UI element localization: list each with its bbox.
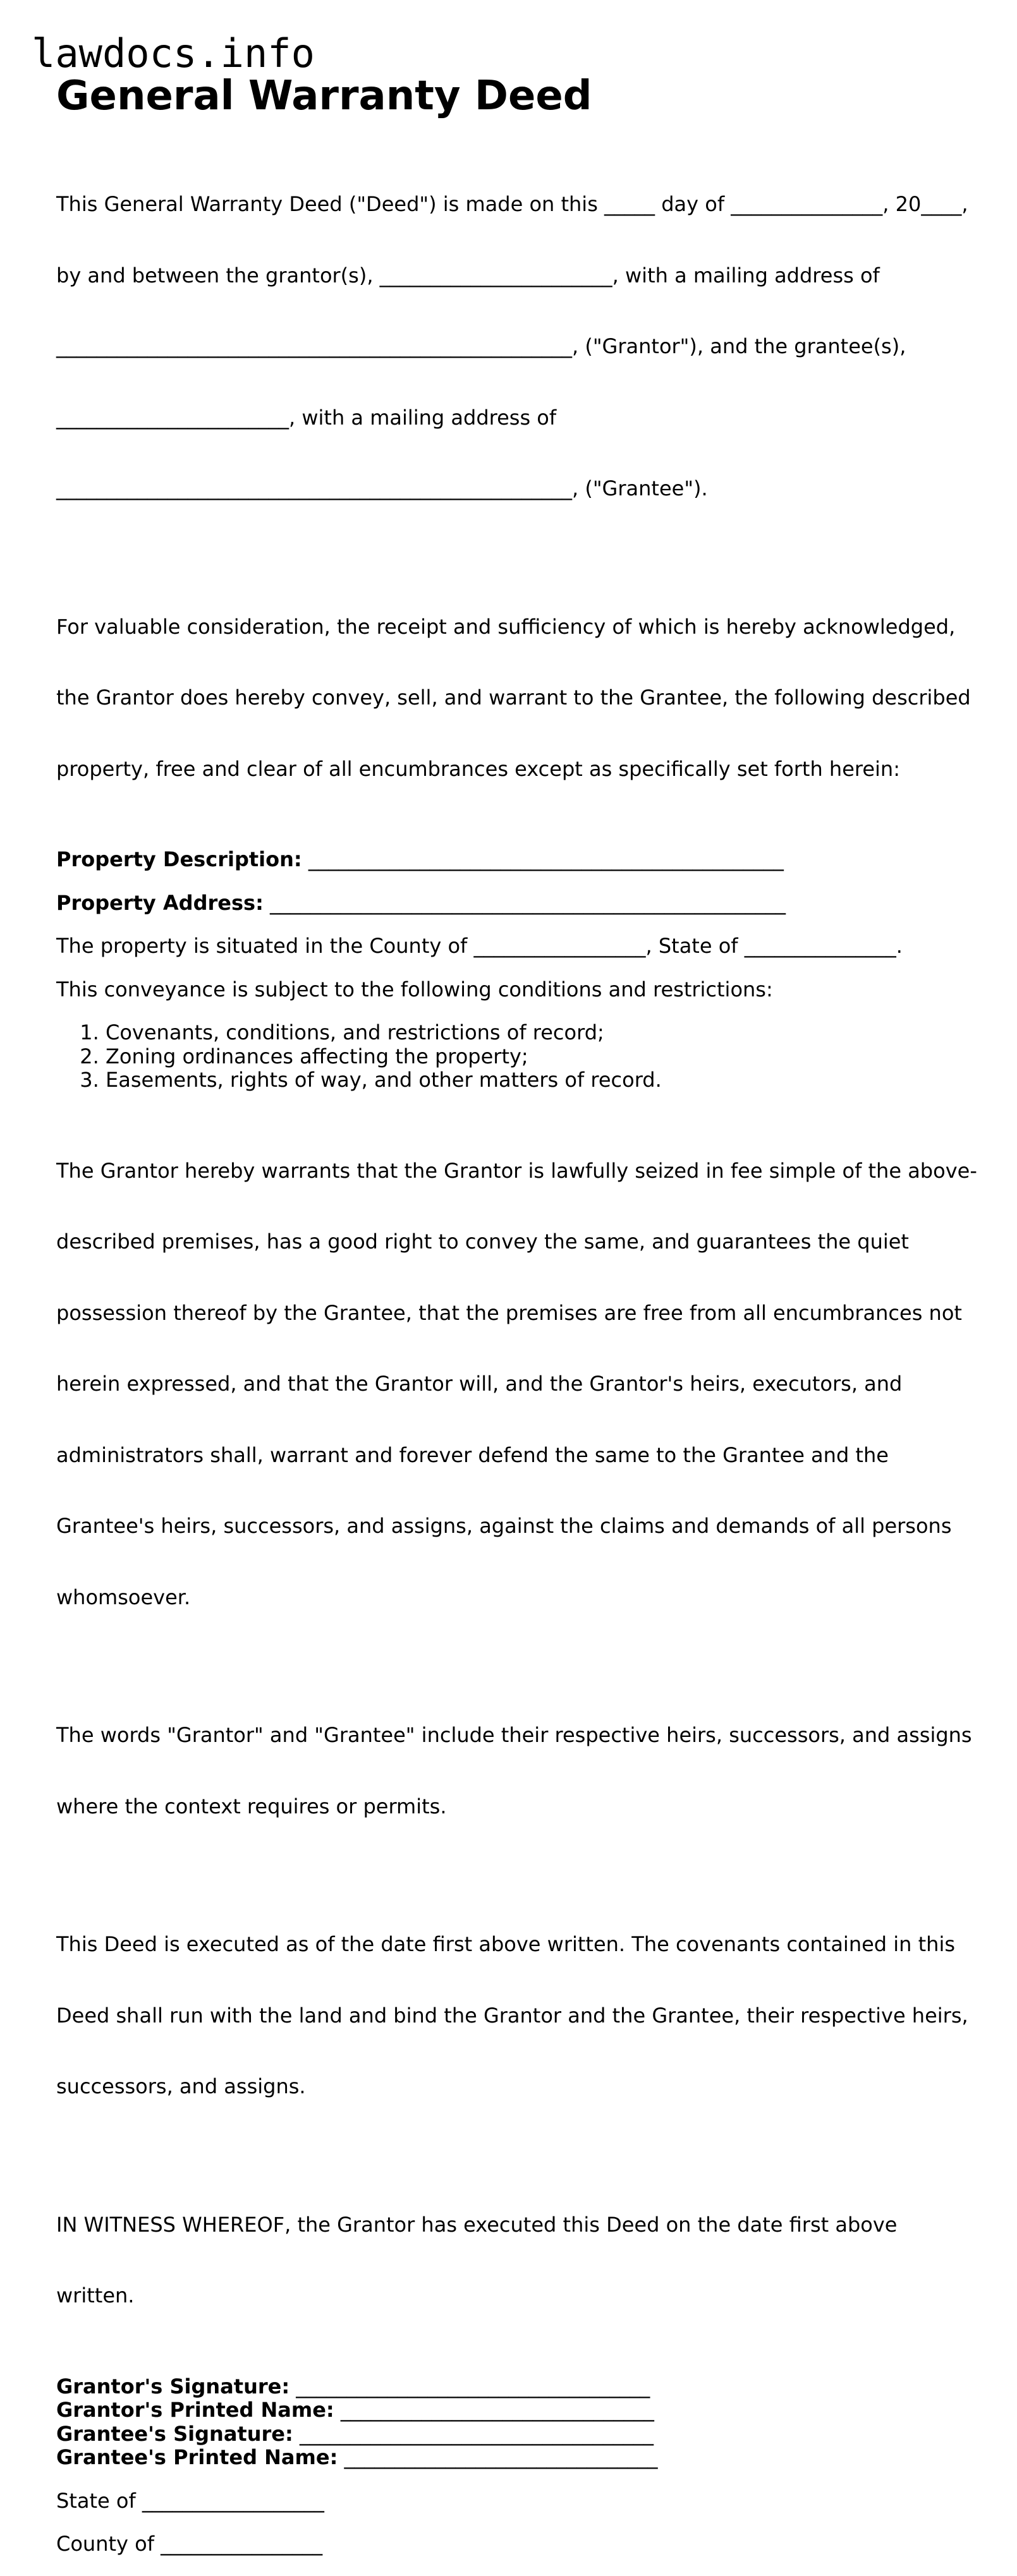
warranty-line: herein expressed, and that the Grantor will, and the Grantor's heirs, executors, and bbox=[56, 1372, 903, 1396]
property-description-field bbox=[56, 848, 966, 872]
property-address-label: Property Address: bbox=[56, 890, 264, 915]
warranty-line: Grantee's heirs, successors, and assigns, against the claims and demands of all persons bbox=[56, 1514, 952, 1538]
intro-paragraph bbox=[56, 145, 966, 548]
grantor-printed-name-label: Grantor's Printed Name: bbox=[56, 2398, 334, 2422]
condition-item: 3. Easements, rights of way, and other matters of record. bbox=[106, 1068, 966, 1092]
warranty-line: described premises, has a good right to convey the same, and guarantees the quiet bbox=[56, 1230, 909, 1254]
document-title: General Warranty Deed bbox=[56, 73, 592, 119]
executed-line: successors, and assigns. bbox=[56, 2074, 306, 2098]
intro-line: This General Warranty Deed ("Deed") is made on this _____ day of _______________, 20____, bbox=[56, 192, 968, 216]
consideration-line: the Grantor does hereby convey, sell, and warrant to the Grantee, the following described bbox=[56, 686, 971, 710]
intro-line: by and between the grantor(s), _______________________, with a mailing address of bbox=[56, 263, 880, 287]
grantor-signature-field bbox=[56, 2375, 966, 2399]
grantee-printed-name-label: Grantee's Printed Name: bbox=[56, 2445, 338, 2469]
deed-document bbox=[56, 71, 977, 2576]
words-paragraph bbox=[56, 1676, 972, 1866]
executed-paragraph bbox=[56, 1885, 966, 2146]
witness-line: written. bbox=[56, 2283, 135, 2307]
property-description-blank[interactable]: _______________________________________________ bbox=[308, 847, 784, 871]
warranty-paragraph bbox=[56, 1112, 977, 1657]
warranty-line: administrators shall, warrant and forever defend the same to the Grantee and the bbox=[56, 1442, 889, 1467]
executed-line: Deed shall run with the land and bind the Grantor and the Grantee, their respective heirs, bbox=[56, 2003, 968, 2028]
words-line: The words "Grantor" and "Grantee" include their respective heirs, successors, and assigns bbox=[56, 1723, 972, 1747]
grantor-printed-name-field bbox=[56, 2398, 966, 2422]
grantee-signature-blank[interactable]: ___________________________________ bbox=[299, 2421, 654, 2446]
warranty-line: The Grantor hereby warrants that the Grantor is lawfully seized in fee simple of the above- bbox=[56, 1158, 977, 1183]
conditions-intro: This conveyance is subject to the following conditions and restrictions: bbox=[56, 977, 773, 1001]
intro-line: ___________________________________________________, ("Grantee"). bbox=[56, 476, 708, 500]
intro-line: ___________________________________________________, ("Grantor"), and the grantee(s), bbox=[56, 334, 906, 358]
witness-line: IN WITNESS WHEREOF, the Grantor has executed this Deed on the date first above bbox=[56, 2212, 898, 2237]
grantee-printed-name-field bbox=[56, 2446, 966, 2470]
notary-state: State of __________________ bbox=[56, 2488, 324, 2513]
consideration-paragraph bbox=[56, 568, 971, 829]
situated-paragraph: The property is situated in the County of _________________, State of _______________. bbox=[56, 934, 903, 958]
witness-paragraph bbox=[56, 2166, 966, 2355]
grantee-signature-field bbox=[56, 2422, 966, 2446]
warranty-line: possession thereof by the Grantee, that the premises are free from all encumbrances not bbox=[56, 1300, 962, 1325]
intro-line: _______________________, with a mailing address of bbox=[56, 405, 557, 430]
grantor-printed-name-blank[interactable]: _______________________________ bbox=[340, 2398, 654, 2422]
condition-item: 1. Covenants, conditions, and restrictions of record; bbox=[106, 1021, 966, 1045]
words-line: where the context requires or permits. bbox=[56, 1794, 447, 1818]
site-watermark: lawdocs.info bbox=[32, 30, 315, 76]
grantor-signature-label: Grantor's Signature: bbox=[56, 2374, 290, 2398]
consideration-line: property, free and clear of all encumbrances except as specifically set forth herein: bbox=[56, 756, 900, 781]
conditions-list bbox=[56, 1021, 966, 1092]
notary-county: County of ________________ bbox=[56, 2532, 323, 2556]
property-description-label: Property Description: bbox=[56, 847, 302, 871]
property-address-field bbox=[56, 892, 966, 916]
consideration-line: For valuable consideration, the receipt and sufficiency of which is hereby acknowledged, bbox=[56, 614, 956, 639]
executed-line: This Deed is executed as of the date first above written. The covenants contained in this bbox=[56, 1932, 955, 1956]
grantee-printed-name-blank[interactable]: _______________________________ bbox=[344, 2445, 658, 2469]
signature-block bbox=[56, 2375, 966, 2470]
condition-item: 2. Zoning ordinances affecting the property; bbox=[106, 1045, 966, 1069]
grantor-signature-blank[interactable]: ___________________________________ bbox=[296, 2374, 650, 2398]
grantee-signature-label: Grantee's Signature: bbox=[56, 2421, 293, 2446]
property-address-blank[interactable]: ___________________________________________________ bbox=[270, 890, 786, 915]
warranty-line: whomsoever. bbox=[56, 1585, 191, 1609]
